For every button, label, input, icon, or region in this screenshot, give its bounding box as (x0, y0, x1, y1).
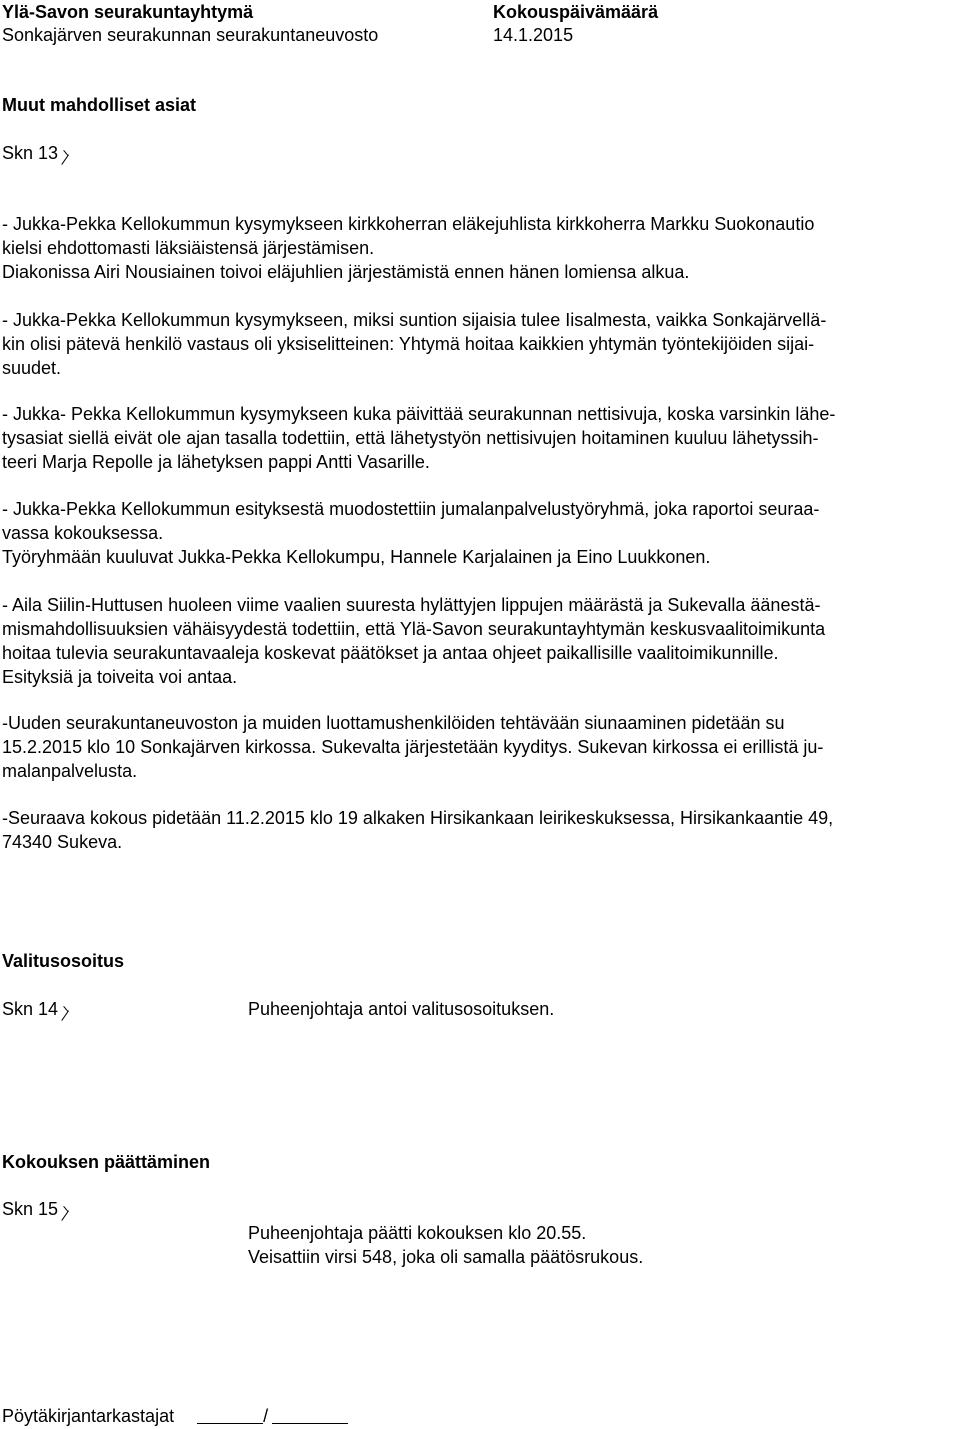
body-line: Esityksiä ja toiveita voi antaa. (2, 667, 238, 687)
section-heading-other-matters: Muut mahdolliset asiat (2, 95, 197, 115)
signature-row (2, 1405, 348, 1427)
item-label: Skn 15 (2, 1199, 59, 1219)
body-line: - Jukka-Pekka Kellokummun kysymykseen kirkkoherran eläkejuhlista kirkkoherra Markku Suokonautio (2, 214, 815, 234)
section-decision-text: Puheenjohtaja antoi valitusosoituksen. (248, 999, 555, 1019)
paragraph-mark-icon (64, 150, 72, 162)
section-heading-appeal-instructions: Valitusosoitus (2, 951, 125, 971)
paragraph-mark-icon (64, 1006, 72, 1018)
body-line: - Jukka-Pekka Kellokummun kysymykseen, miksi suntion sijaisia tulee Iisalmesta, vaikka Sonkajärvellä- (2, 310, 827, 330)
header-date-label: Kokouspäivämäärä (493, 2, 659, 22)
body-line: 74340 Sukeva. (2, 832, 123, 852)
header-body-name: Sonkajärven seurakunnan seurakuntaneuvosto (2, 25, 379, 45)
section-item-number (2, 999, 72, 1020)
body-line: Työryhmään kuuluvat Jukka-Pekka Kellokumpu, Hannele Karjalainen ja Eino Luukkonen. (2, 547, 711, 567)
header-organization: Ylä-Savon seurakuntayhtymä (2, 2, 254, 22)
body-line: - Jukka- Pekka Kellokummun kysymykseen kuka päivittää seurakunnan nettisivuja, koska varsinkin lähe- (2, 404, 836, 424)
body-line: suudet. (2, 358, 62, 378)
body-line: Diakonissa Airi Nousiainen toivoi eläjuhlien järjestämistä ennen hänen lomiensa alkua. (2, 262, 690, 282)
signature-blank-2 (272, 1405, 348, 1424)
body-line: kin olisi pätevä henkilö vastaus oli yksiselitteinen: Yhtymä hoitaa kaikkien yhtymän työntekijöiden sijai- (2, 334, 815, 354)
body-line: tysasiat siellä eivät ole ajan tasalla todettiin, että lähetystyön nettisivujen hoitaminen kuuluu lähetyssih- (2, 428, 819, 448)
signature-separator: / (263, 1406, 269, 1426)
body-line: -Uuden seurakuntaneuvoston ja muiden luottamushenkilöiden tehtävään siunaaminen pidetään su (2, 713, 785, 733)
body-line: - Aila Siilin-Huttusen huoleen viime vaalien suuresta hylättyjen lippujen määrästä ja Sukevalla äänestä- (2, 595, 821, 615)
body-line: vassa kokouksessa. (2, 523, 164, 543)
section-decision-text: Veisattiin virsi 548, joka oli samalla päätösrukous. (248, 1247, 644, 1267)
item-label: Skn 13 (2, 143, 59, 163)
body-line: - Jukka-Pekka Kellokummun esityksestä muodostettiin jumalanpalvelustyöryhmä, joka raportoi seuraa- (2, 499, 820, 519)
signature-label: Pöytäkirjantarkastajat (2, 1406, 175, 1426)
body-line: mismahdollisuuksien vähäisyydestä todettiin, että Ylä-Savon seurakuntayhtymän keskusvaalitoimikunta (2, 619, 826, 639)
body-line: malanpalvelusta. (2, 761, 138, 781)
body-line: -Seuraava kokous pidetään 11.2.2015 klo 19 alkaken Hirsikankaan leirikeskuksessa, Hirsikankaantie 49, (2, 808, 834, 828)
section-heading-closing: Kokouksen päättäminen (2, 1152, 211, 1172)
header-date: 14.1.2015 (493, 25, 574, 45)
body-line: kielsi ehdottomasti läksiäistensä järjestämisen. (2, 238, 375, 258)
signature-blank-1 (197, 1405, 263, 1424)
item-label: Skn 14 (2, 999, 59, 1019)
body-line: teeri Marja Repolle ja lähetyksen pappi Antti Vasarille. (2, 452, 430, 472)
section-item-number (2, 143, 72, 164)
section-decision-text: Puheenjohtaja päätti kokouksen klo 20.55. (248, 1223, 587, 1243)
body-line: 15.2.2015 klo 10 Sonkajärven kirkossa. Sukevalta järjestetään kyyditys. Sukevan kirkossa ei erillistä ju- (2, 737, 824, 757)
body-line: hoitaa tulevia seurakuntavaaleja koskevat päätökset ja antaa ohjeet paikallisille vaalitoimikunnille. (2, 643, 779, 663)
paragraph-mark-icon (64, 1206, 72, 1218)
section-item-number (2, 1199, 72, 1220)
